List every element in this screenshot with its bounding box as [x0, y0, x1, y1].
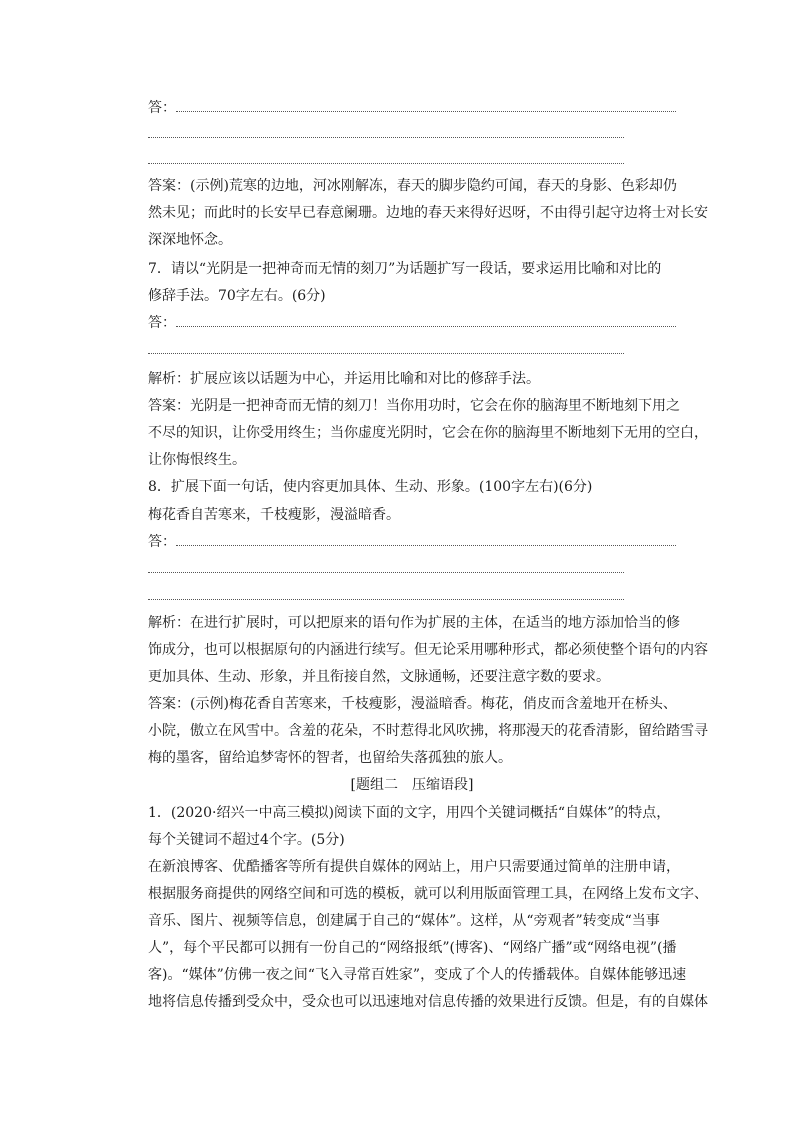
answer-label: 答：	[148, 315, 176, 331]
q1-prompt-line-2: 每个关键词不超过4个字。(5分)	[148, 832, 345, 848]
q8-answer-line-3: 梅的墨客，留给追梦寄怀的智者，也留给失落孤独的旅人。	[148, 750, 512, 766]
q8-answer-line-2: 小院，傲立在风雪中。含羞的花朵，不时惹得北风吹拂，将那漫天的花香清影，留给踏雪寻	[148, 723, 708, 739]
q1-passage-line-5: 客)。“媒体”仿佛一夜之间“飞入寻常百姓家”，变成了个人的传播载体。自媒体能够迅速	[148, 967, 687, 983]
q6-answer-line-2: 然未见；而此时的长安早已春意阑珊。边地的春天来得好迟呀，不由得引起守边将士对长安	[148, 205, 708, 221]
q7-answer-line-2: 不尽的知识，让你受用终生；当你虚度光阴时，它会在你的脑海里不断地刻下无用的空白，	[148, 425, 708, 441]
q6-answer-blank-1[interactable]	[148, 98, 676, 118]
answer-label: 答：	[148, 100, 176, 116]
section-title: [题组二 压缩语段]	[350, 777, 474, 793]
q8-analysis-line-3: 更加具体、生动、形象，并且衔接自然，文脉通畅，还要注意字数的要求。	[148, 669, 610, 685]
q6-answer-blank-2[interactable]	[148, 124, 624, 144]
q1-prompt-line-1: 1．(2020·绍兴一中高三模拟)阅读下面的文字，用四个关键词概括“自媒体”的特点，	[148, 805, 671, 821]
q7-answer-blank-1[interactable]	[148, 313, 676, 333]
q7-analysis: 解析：扩展应该以话题为中心，并运用比喻和对比的修辞手法。	[148, 371, 540, 387]
q8-answer-line-1: 答案：(示例)梅花香自苦寒来，千枝瘦影，漫溢暗香。梅花，俏皮而含羞地开在桥头、	[148, 696, 677, 712]
q7-answer-line-1: 答案：光阴是一把神奇而无情的刻刀！当你用功时，它会在你的脑海里不断地刻下用之	[148, 398, 680, 414]
q1-passage-line-4: 人”，每个平民都可以拥有一份自己的“网络报纸”(博客)、“网络广播”或“网络电视”(播	[148, 940, 677, 956]
q8-prompt-line-1: 8．扩展下面一句话，使内容更加具体、生动、形象。(100字左右)(6分)	[148, 479, 593, 495]
q8-analysis-line-1: 解析：在进行扩展时，可以把原来的语句作为扩展的主体，在适当的地方添加恰当的修	[148, 615, 680, 631]
q1-passage-line-2: 根据服务商提供的网络空间和可选的模板，就可以利用版面管理工具，在网络上发布文字、	[148, 886, 708, 902]
q1-passage-line-3: 音乐、图片、视频等信息，创建属于自己的“媒体”。这样，从“旁观者”转变成“当事	[148, 913, 660, 929]
q8-answer-blank-2[interactable]	[148, 559, 624, 579]
q7-prompt-line-2: 修辞手法。70字左右。(6分)	[148, 288, 326, 304]
q1-passage-line-1: 在新浪博客、优酷播客等所有提供自媒体的网站上，用户只需要通过简单的注册申请，	[148, 859, 680, 875]
q7-answer-line-3: 让你悔恨终生。	[148, 452, 246, 468]
q8-prompt-line-2: 梅花香自苦寒来，千枝瘦影，漫溢暗香。	[148, 507, 400, 523]
q8-answer-blank-1[interactable]	[148, 532, 676, 552]
q6-answer-line-3: 深深地怀念。	[148, 232, 232, 248]
q6-answer-line-1: 答案：(示例)荒寒的边地，河冰刚解冻，春天的脚步隐约可闻，春天的身影、色彩却仍	[148, 178, 677, 194]
answer-label: 答：	[148, 534, 176, 550]
q6-answer-blank-3[interactable]	[148, 150, 624, 170]
q8-analysis-line-2: 饰成分，也可以根据原句的内涵进行续写。但无论采用哪种形式，都必须使整个语句的内容	[148, 642, 708, 658]
q8-answer-blank-3[interactable]	[148, 586, 624, 606]
q7-prompt-line-1: 7．请以“光阴是一把神奇而无情的刻刀”为话题扩写一段话，要求运用比喻和对比的	[148, 261, 662, 277]
q7-answer-blank-2[interactable]	[148, 340, 624, 360]
q1-passage-line-6: 地将信息传播到受众中，受众也可以迅速地对信息传播的效果进行反馈。但是，有的自媒体	[148, 994, 708, 1010]
